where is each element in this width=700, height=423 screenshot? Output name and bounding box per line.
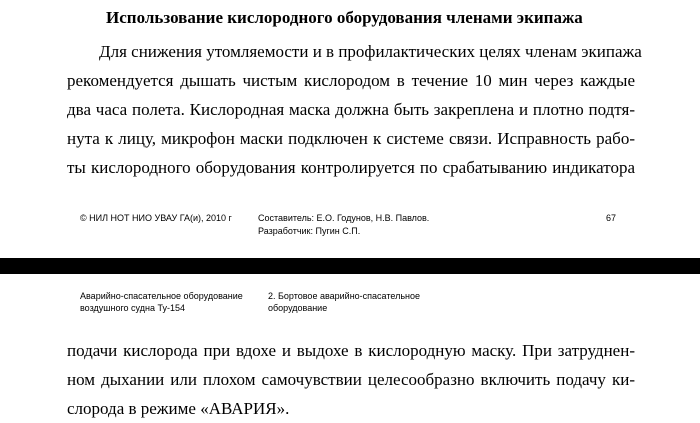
paragraph-line: ном дыхании или плохом самочувствии целесообразно включить подачу ки-	[67, 370, 635, 389]
footer-developer: Разработчик: Пугин С.П.	[258, 226, 361, 236]
body-paragraph-continued	[67, 336, 635, 423]
body-paragraph	[67, 37, 642, 182]
footer-authors: Составитель: Е.О. Годунов, Н.В. Павлов.	[258, 213, 430, 223]
running-header-left	[80, 290, 243, 314]
paragraph-line: подачи кислорода при вдохе и выдохе в кислородную маску. При затруднен-	[67, 341, 635, 360]
header-right-line: оборудование	[268, 303, 328, 313]
paragraph-line: слорода в режиме «АВАРИЯ».	[67, 399, 290, 418]
page-separator	[0, 258, 700, 274]
paragraph-line: Для снижения утомляемости и в профилактических целях членам экипажа	[99, 42, 642, 61]
paragraph-line: два часа полета. Кислородная маска должна быть закреплена и плотно подтя-	[67, 100, 635, 119]
document-page-68	[0, 274, 700, 418]
header-left-line: Аварийно-спасательное оборудование	[80, 291, 243, 301]
page-number: 67	[606, 213, 617, 223]
paragraph-line: нута к лицу, микрофон маски подключен к системе связи. Исправность рабо-	[67, 129, 635, 148]
paragraph-line: ты кислородного оборудования контролируется по срабатыванию индикатора	[67, 158, 635, 177]
paragraph-line: рекомендуется дышать чистым кислородом в течение 10 мин через каждые	[67, 71, 635, 90]
running-header-right	[268, 290, 420, 314]
header-left-line: воздушного судна Ту-154	[80, 303, 185, 313]
footer-copyright: © НИЛ НОТ НИО УВАУ ГА(и), 2010 г	[80, 213, 232, 223]
header-right-line: 2. Бортовое аварийно-спасательное	[268, 291, 421, 301]
section-title: Использование кислородного оборудования членами экипажа	[106, 8, 583, 27]
